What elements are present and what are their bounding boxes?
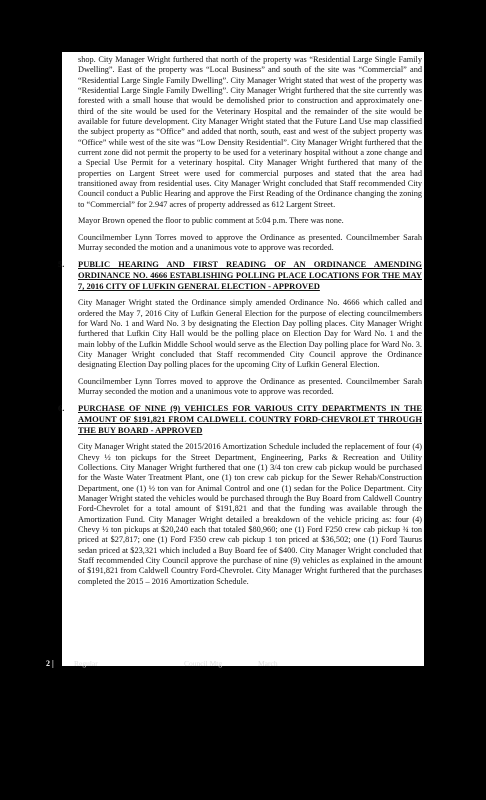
scan-border-bottom (0, 666, 486, 800)
agenda-item-title: PURCHASE OF NINE (9) VEHICLES FOR VARIOUS CITY DEPARTMENTS IN THE AMOUNT OF $191,821 FROM CALDWELL COUNTRY FORD-CHEVROLET THROUGH THE BUY BOARD - APPROVED (78, 403, 422, 436)
agenda-item-5 (58, 259, 422, 292)
footer-meeting-name: Council Mtg (184, 659, 223, 668)
agenda-item-6 (58, 403, 422, 436)
page-number: 2 | (46, 659, 54, 668)
paragraph-public-comment: Mayor Brown opened the floor to public comment at 5:04 p.m. There was none. (78, 216, 344, 226)
paragraph-zoning-details: shop. City Manager Wright furthered that north of the property was “Residential Large Single Family Dwelling”. East of the property was “Local Business” and south of the site was “Commercial” and “Residential Large Single Family Dwelling”. City Manager Wright stated that west of the property was “Residential Large Single Family Dwelling”. City Manager Wright furthered that the site currently was forested with a small house that would be demolished prior to construction and approximately one-third of the site would be used for the Veterinary Hospital and the remainder of the site would be available for future development. City Manager Wright stated that the Future Land Use map classified the subject property as “Office” and added that north, south, east and west of the subject property was “Office” while west of the site was “Low Density Residential”. City Manager Wright furthered that the current zone did not permit the property to be used for a veterinary hospital without a zone change and a Special Use Permit for a veterinary hospital. City Manager Wright furthered that many of the properties on Largent Street were used for commercial purposes and stated that the area had transitioned away from residential uses. City Manager Wright concluded that Staff recommended City Council conduct a Public Hearing and approve the First Reading of the Ordinance changing the zoning to “Commercial” for 2.947 acres of property addressed as 612 Largent Street. (78, 55, 422, 209)
paragraph-polling-places: City Manager Wright stated the Ordinance simply amended Ordinance No. 4666 which called and ordered the May 7, 2016 City of Lufkin General Election for the purpose of electing councilmembers for Ward No. 1 and Ward No. 3 by designating the Election Day polling places. City Manager Wright furthered that Lufkin City Hall would be the polling place on Election Day for Ward No. 1 and the main lobby of the Lufkin Middle School would serve as the Election Day polling place for Ward No. 3. City Manager Wright concluded that Staff recommended City Council approve the Ordinance designating Election Day polling places for the upcoming City of Lufkin General Election. (78, 298, 422, 370)
footer-meeting-type: Regular (74, 659, 98, 668)
paragraph-motion-1: Councilmember Lynn Torres moved to approve the Ordinance as presented. Councilmember Sarah Murray seconded the motion and a unanimous vote to approve was recorded. (78, 232, 422, 252)
footer-month: March (258, 659, 278, 668)
page-content (58, 55, 422, 593)
paragraph-motion-2: Councilmember Lynn Torres moved to approve the Ordinance as presented. Councilmember Sarah Murray seconded the motion and a unanimous vote to approve was recorded. (78, 376, 422, 396)
agenda-item-title: PUBLIC HEARING AND FIRST READING OF AN ORDINANCE AMENDING ORDINANCE NO. 4666 ESTABLISHING POLLING PLACE LOCATIONS FOR THE MAY 7, 2016 CITY OF LUFKIN GENERAL ELECTION - APPROVED (78, 259, 422, 292)
agenda-item-number: 6. (58, 403, 65, 414)
paragraph-vehicle-purchase: City Manager Wright stated the 2015/2016 Amortization Schedule included the replacement of four (4) Chevy ½ ton pickups for the Street Department, Engineering, Parks & Recreation and Utility Collections. City Manager Wright furthered that one (1) 3/4 ton crew cab pickup would be purchased for the Waste Water Treatment Plant, one (1) ton crew cab pickup for the Sewer Rehab/Construction Department, one (1) ½ ton van for Animal Control and one (1) sedan for the Police Department. City Manager Wright stated the vehicles would be purchased through the Buy Board from Caldwell Country Ford-Chevrolet for a total amount of $191,821 and that the funding was available through the Amortization Fund. City Manager Wright detailed a breakdown of the vehicle pricing as: four (4) Chevy ½ ton pickups at $20,240 each that totaled $80,960; one (1) Ford F250 crew cab pickup ¾ ton priced at $27,817; one (1) Ford F350 crew cab pickup 1 ton priced at $36,502; one (1) Ford Taurus sedan priced at $23,321 which included a Buy Board fee of $400. City Manager Wright concluded that Staff recommended City Council approve the purchase of nine (9) vehicles as explained in the amount of $191,821 from Caldwell Country Ford-Chevrolet. City Manager Wright furthered that the purchases completed the 2015 – 2016 Amortization Schedule. (78, 442, 422, 586)
page-footer (36, 659, 436, 670)
document-page (58, 52, 424, 666)
agenda-item-number: 5. (58, 259, 65, 270)
scan-border-top (0, 0, 486, 52)
